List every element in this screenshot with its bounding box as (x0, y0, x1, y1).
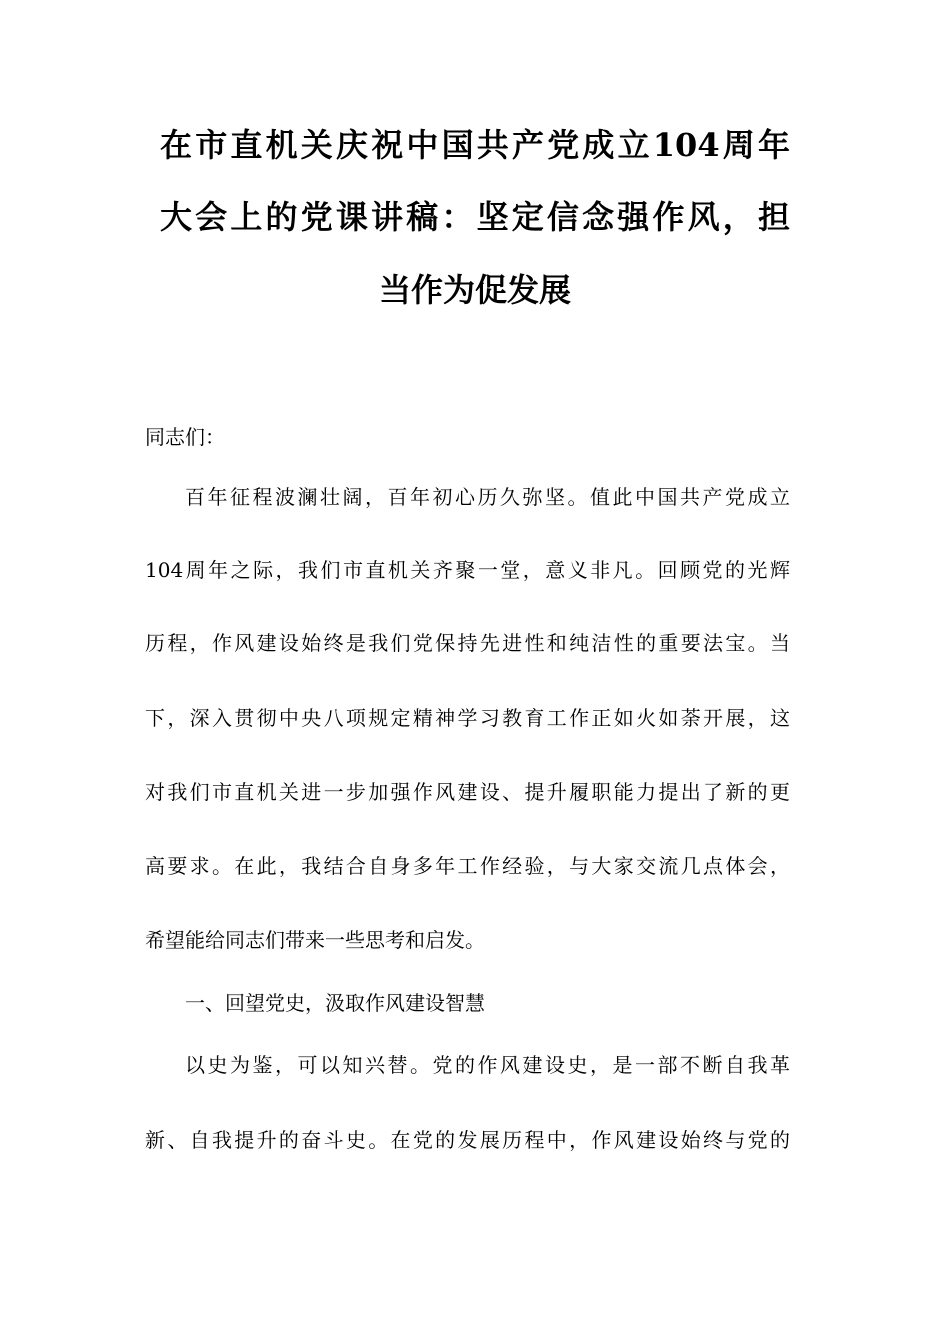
paragraph-line: 历程，作风建设始终是我们党保持先进性和纯洁性的重要法宝。当 (145, 631, 790, 655)
paragraph-line: 下，深入贯彻中央八项规定精神学习教育工作正如火如荼开展，这 (145, 706, 790, 730)
document-title-line-2: 大会上的党课讲稿：坚定信念强作风，担 (160, 198, 790, 236)
paragraph-line: 以史为鉴，可以知兴替。党的作风建设史，是一部不断自我革 (185, 1053, 790, 1077)
section-heading: 一、回望党史，汲取作风建设智慧 (185, 991, 485, 1015)
paragraph-line: 百年征程波澜壮阔，百年初心历久弥坚。值此中国共产党成立 (185, 485, 790, 509)
paragraph-line: 高要求。在此，我结合自身多年工作经验，与大家交流几点体会， (145, 854, 790, 878)
document-title-line-1: 在市直机关庆祝中国共产党成立104周年 (160, 126, 790, 164)
paragraph-line: 希望能给同志们带来一些思考和启发。 (145, 928, 485, 952)
salutation: 同志们： (145, 425, 225, 449)
paragraph-line: 104周年之际，我们市直机关齐聚一堂，意义非凡。回顾党的光辉 (145, 558, 790, 582)
document-title-line-3: 当作为促发展 (378, 271, 571, 309)
paragraph-line: 新、自我提升的奋斗史。在党的发展历程中，作风建设始终与党的 (145, 1128, 790, 1152)
paragraph-line: 对我们市直机关进一步加强作风建设、提升履职能力提出了新的更 (145, 780, 790, 804)
